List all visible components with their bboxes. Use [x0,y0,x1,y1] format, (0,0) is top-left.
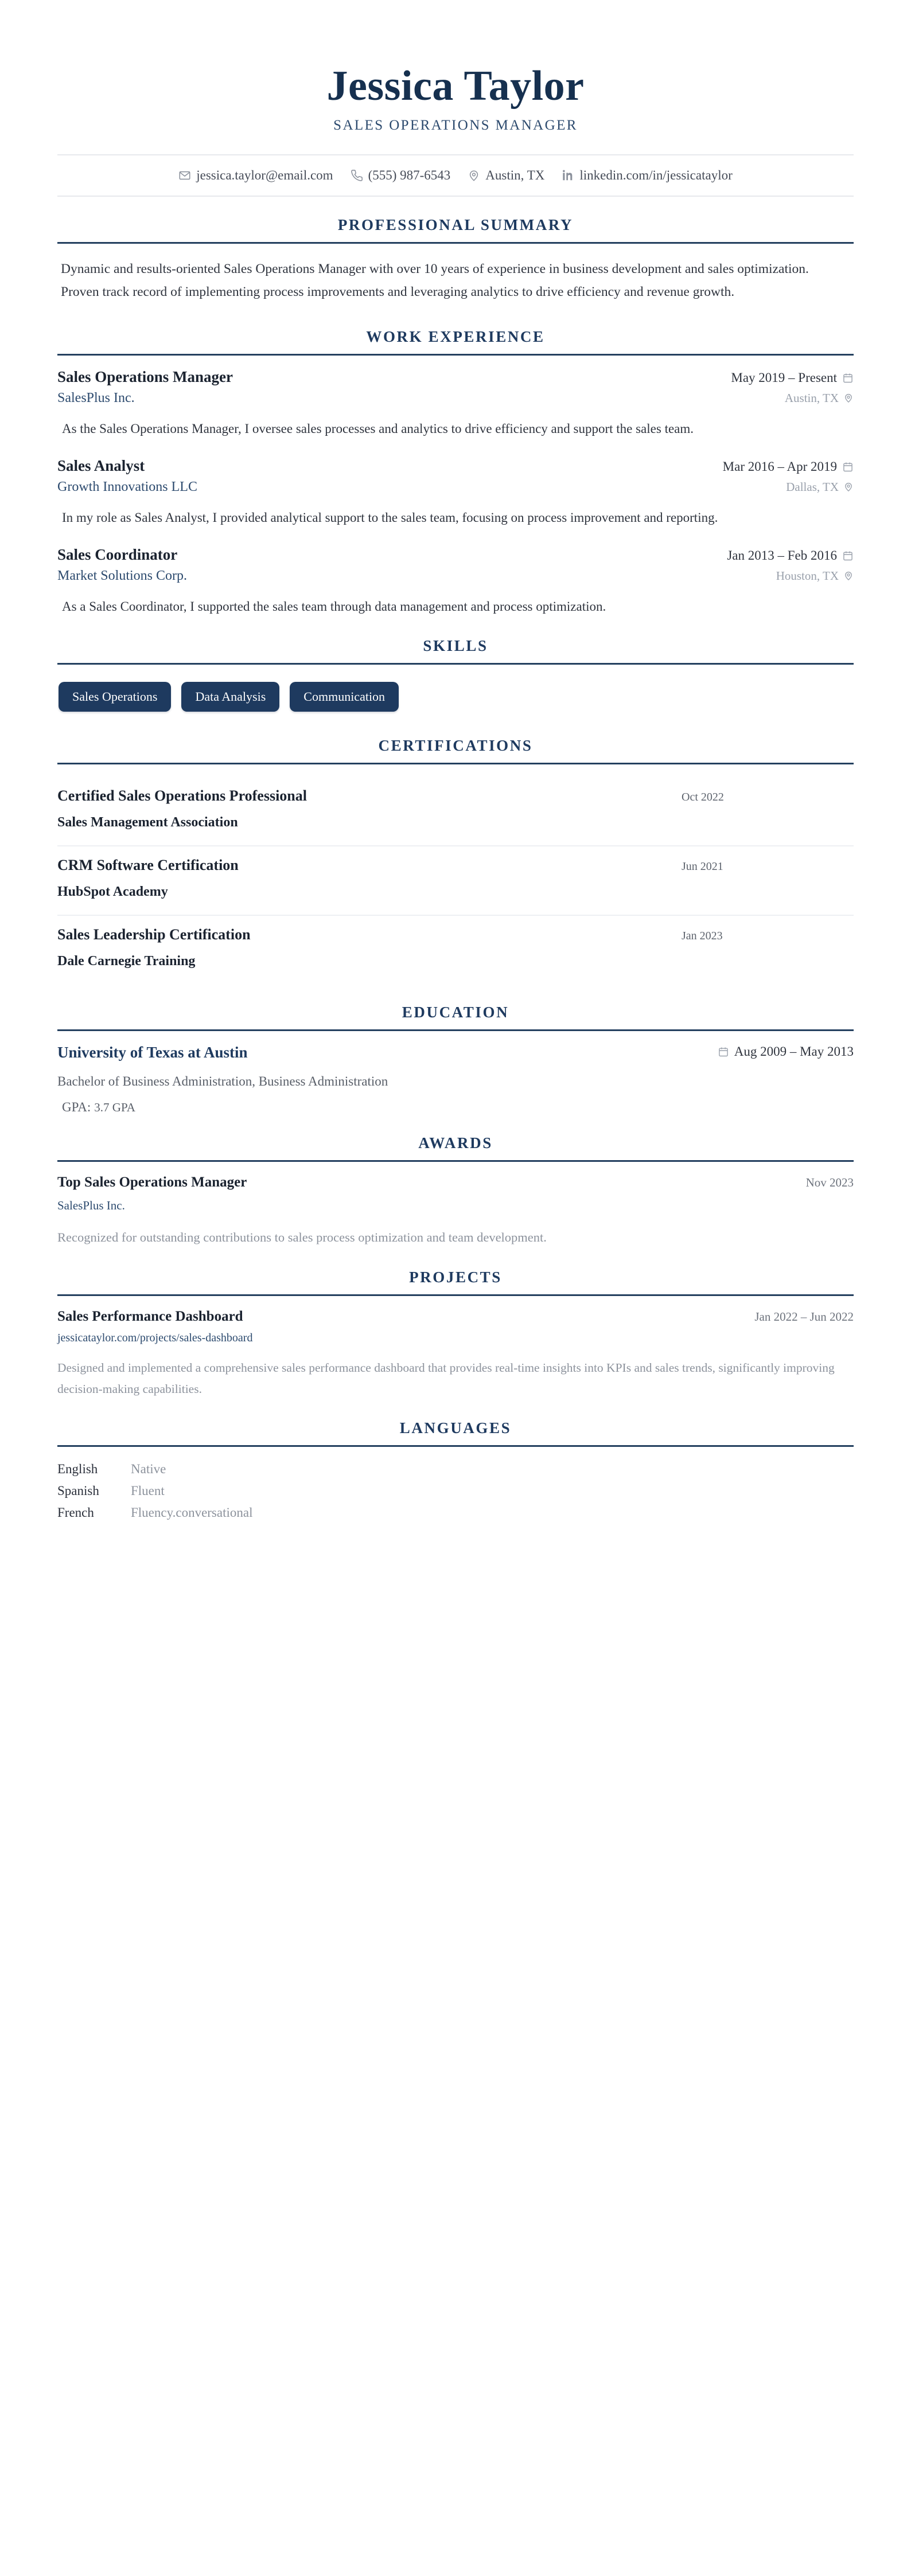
award-description: Recognized for outstanding contributions to sales process optimization and team development. [57,1230,547,1245]
certification-item [57,846,854,916]
skill-chip[interactable]: Communication [290,682,399,712]
resume-header [57,34,854,197]
language-item [57,1462,854,1477]
award-item [57,1174,854,1248]
section-work-experience [57,328,854,618]
contact-item-phone[interactable] [351,168,451,183]
education-dates [718,1044,854,1059]
education-school: University of Texas at Austin [57,1044,248,1061]
project-name: Sales Performance Dashboard [57,1308,243,1324]
project-description: Designed and implemented a comprehensive sales performance dashboard that provides real-time insights into KPIs and sales trends, significantly improving decision-making capabilities. [57,1360,835,1396]
job-dates [731,370,854,385]
language-name: French [57,1505,94,1520]
language-level: Fluency.conversational [131,1505,253,1520]
language-item [57,1484,854,1498]
certification-header-row [57,857,854,874]
certification-date: Jun 2021 [682,860,723,873]
certifications-list [57,764,854,984]
job-dates-text: Jan 2013 – Feb 2016 [727,548,837,563]
language-name: English [57,1461,98,1476]
phone-icon [351,169,363,182]
job-location [776,569,854,583]
section-title-summary: PROFESSIONAL SUMMARY [337,216,574,233]
awards-list [57,1162,854,1248]
language-item [57,1505,854,1520]
contact-value: Austin, TX [485,167,545,182]
job-dates-text: May 2019 – Present [731,370,837,385]
section-title-projects: PROJECTS [409,1268,502,1286]
project-dates: Jan 2022 – Jun 2022 [754,1309,854,1324]
section-certifications [57,737,854,984]
education-item [57,1044,854,1115]
certification-name: CRM Software Certification [57,857,239,874]
certification-name: Certified Sales Operations Professional [57,787,307,805]
section-projects [57,1269,854,1400]
project-url[interactable]: jessicataylor.com/projects/sales-dashboard [57,1331,253,1344]
location-pin-small-icon [843,571,854,581]
job-dates-text: Mar 2016 – Apr 2019 [722,459,837,474]
experience-header-row [57,368,854,386]
language-level: Native [131,1461,166,1476]
job-position: Sales Coordinator [57,545,178,563]
experience-subheader-row [57,568,854,584]
language-level: Fluent [131,1483,165,1498]
section-education [57,1004,854,1115]
contact-bar [57,154,854,197]
experience-item [57,546,854,618]
education-header-row [57,1044,854,1061]
section-professional-summary [57,216,854,309]
job-description: As a Sales Coordinator, I supported the sales team through data management and process optimization. [62,599,606,614]
certification-header-row [57,787,854,805]
experience-list [57,356,854,618]
certification-date: Jan 2023 [682,930,723,943]
contact-item-linkedin[interactable] [562,168,732,183]
project-item [57,1309,854,1400]
envelope-icon [178,169,191,182]
job-position: Sales Operations Manager [57,368,233,385]
section-title-certifications: CERTIFICATIONS [378,737,533,755]
certification-issuer: Sales Management Association [57,815,238,830]
calendar-icon [718,1046,729,1057]
summary-text: Dynamic and results-oriented Sales Operations Manager with over 10 years of experience in business development and sales optimization. Proven track record of implementing process improvements and leveraging analytics to drive efficiency and revenue growth. [61,261,809,300]
certification-item [57,777,854,846]
section-title-education: EDUCATION [402,1004,509,1021]
contact-item-map-pin[interactable] [468,168,544,183]
education-gpa [57,1100,854,1115]
calendar-icon [842,550,854,561]
job-dates [723,459,854,474]
job-location-text: Austin, TX [784,391,839,405]
section-title-skills: SKILLS [423,637,488,655]
certification-header-row [57,926,854,943]
job-company: Growth Innovations LLC [57,479,197,494]
experience-item [57,457,854,529]
candidate-job-title: SALES OPERATIONS MANAGER [333,117,578,133]
language-name: Spanish [57,1483,99,1498]
job-location-text: Dallas, TX [786,479,839,494]
certification-issuer: HubSpot Academy [57,884,168,900]
award-title: Top Sales Operations Manager [57,1174,247,1191]
section-skills [57,637,854,717]
section-title-awards: AWARDS [418,1134,493,1152]
job-company: SalesPlus Inc. [57,390,135,405]
section-awards [57,1134,854,1248]
job-position: Sales Analyst [57,456,145,474]
languages-list [57,1459,854,1520]
job-description: In my role as Sales Analyst, I provided analytical support to the sales team, focusing on process improvement and reporting. [62,510,718,525]
contact-value: (555) 987-6543 [368,167,451,182]
candidate-name: Jessica Taylor [326,63,585,110]
job-description: As the Sales Operations Manager, I oversee sales processes and analytics to drive efficiency and support the sales team. [62,421,694,436]
projects-list [57,1296,854,1400]
section-title-languages: LANGUAGES [399,1419,512,1437]
contact-value: jessica.taylor@email.com [196,167,333,182]
job-dates [727,548,854,563]
certification-issuer: Dale Carnegie Training [57,954,196,969]
experience-header-row [57,457,854,475]
job-location [785,391,854,405]
section-languages [57,1419,854,1520]
award-issuer: SalesPlus Inc. [57,1199,125,1213]
skill-chip[interactable]: Sales Operations [59,682,171,712]
education-list [57,1031,854,1115]
location-pin-small-icon [843,482,854,492]
location-pin-small-icon [843,393,854,403]
experience-subheader-row [57,479,854,495]
education-gpa-label: GPA: [62,1100,91,1115]
skills-list [57,677,854,717]
job-company: Market Solutions Corp. [57,568,187,583]
linkedin-icon [562,169,574,182]
contact-value: linkedin.com/in/jessicataylor [579,167,733,182]
map-pin-icon [468,169,480,182]
calendar-icon [842,372,854,384]
page-bottom-whitespace [57,1527,854,1997]
section-title-experience: WORK EXPERIENCE [366,327,545,345]
job-location-text: Houston, TX [776,568,839,583]
project-header-row [57,1309,854,1325]
award-header-row [57,1174,854,1191]
experience-item [57,368,854,440]
skill-chip[interactable]: Data Analysis [181,682,279,712]
award-date: Nov 2023 [805,1176,854,1190]
calendar-icon [842,461,854,473]
certification-name: Sales Leadership Certification [57,926,251,943]
job-location [786,480,854,494]
contact-item-envelope[interactable] [178,168,333,183]
experience-subheader-row [57,391,854,406]
certification-item [57,916,854,984]
experience-header-row [57,546,854,564]
education-dates-text: Aug 2009 – May 2013 [734,1044,854,1059]
education-gpa-value: 3.7 GPA [94,1100,135,1115]
certification-date: Oct 2022 [682,791,724,804]
education-degree: Bachelor of Business Administration, Business Administration [57,1074,388,1089]
